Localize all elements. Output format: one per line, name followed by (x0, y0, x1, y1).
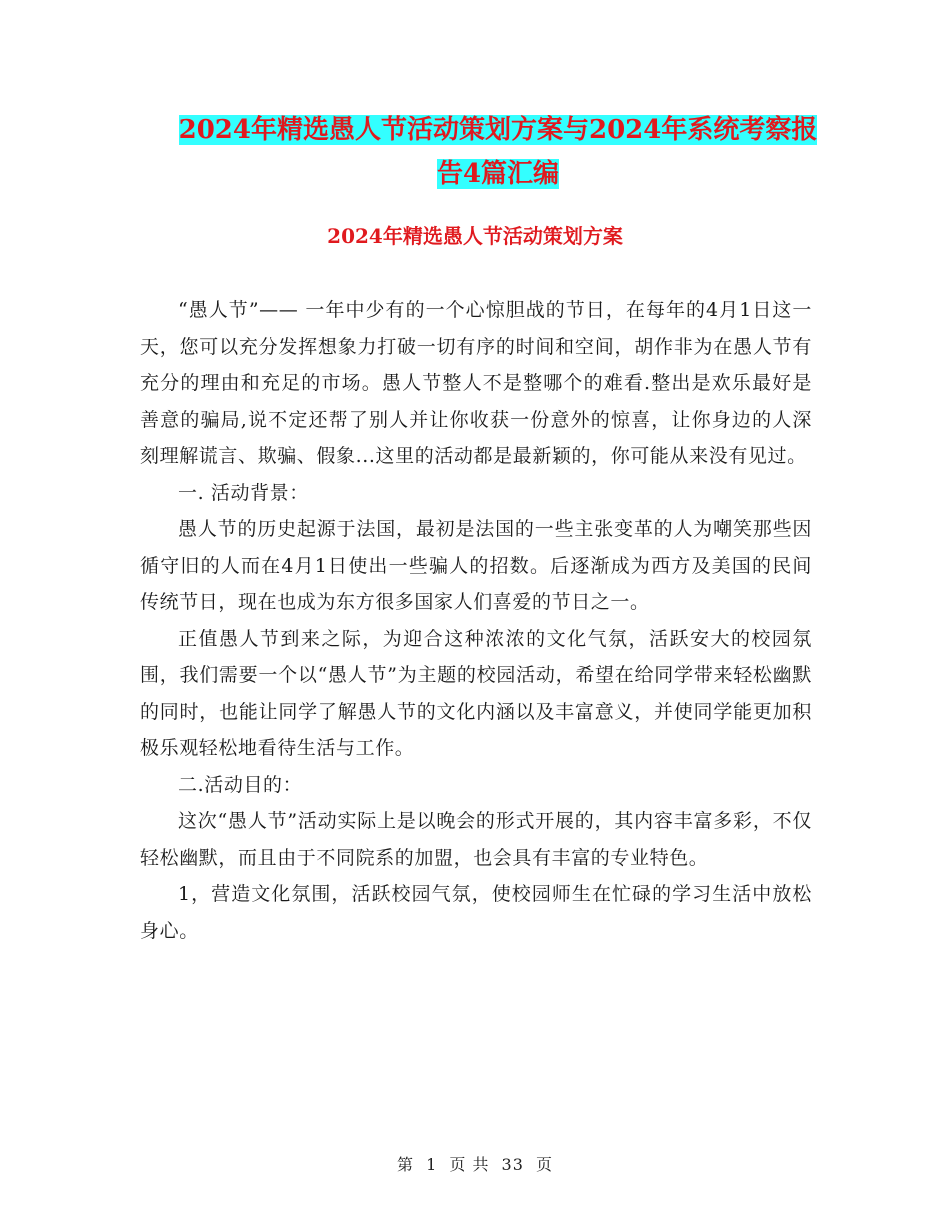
document-title-line-1: 2024年精选愚人节活动策划方案与2024年系统考察报 (178, 115, 818, 145)
footer-total-pages: 33 (501, 1155, 524, 1174)
document-body (140, 292, 812, 949)
document-title (140, 108, 856, 196)
section-title: 2024年精选愚人节活动策划方案 (327, 224, 623, 248)
paragraph-background-purpose: 正值愚人节到来之际，为迎合这种浓浓的文化气氛，活跃安大的校园氛围，我们需要一个以“愚人节”为主题的校园活动，希望在给同学带来轻松幽默的同时，也能让同学了解愚人节的文化内涵以及丰富意义，并使同学能更加积极乐观轻松地看待生活与工作。 (140, 627, 812, 759)
heading-background: 一. 活动背景： (178, 481, 309, 504)
paragraph-objective-1: 1，营造文化氛围，活跃校园气氛，使校园师生在忙碌的学习生活中放松身心。 (140, 883, 812, 942)
paragraph-objectives: 这次“愚人节”活动实际上是以晚会的形式开展的，其内容丰富多彩，不仅轻松幽默，而且由于不同院系的加盟，也会具有丰富的专业特色。 (140, 810, 812, 869)
footer-prefix: 第 (396, 1155, 414, 1174)
paragraph-intro: “愚人节”—— 一年中少有的一个心惊胆战的节日，在每年的4月1日这一天，您可以充分发挥想象力打破一切有序的时间和空间，胡作非为在愚人节有充分的理由和充足的市场。愚人节整人不是整哪个的难看.整出是欢乐最好是善意的骗局,说不定还帮了别人并让你收获一份意外的惊喜，让你身边的人深刻理解谎言、欺骗、假象...这里的活动都是最新颖的，你可能从来没有见过。 (140, 299, 812, 467)
document-title-line-2: 告4篇汇编 (436, 159, 560, 189)
footer-suffix: 页 (536, 1155, 554, 1174)
footer-middle: 页 共 (449, 1155, 490, 1174)
paragraph-background-history: 愚人节的历史起源于法国，最初是法国的一些主张变革的人为嘲笑那些因循守旧的人而在4月1日使出一些骗人的招数。后逐渐成为西方及美国的民间传统节日，现在也成为东方很多国家人们喜爱的节日之一。 (140, 518, 812, 613)
footer-page-number: 1 (426, 1155, 438, 1174)
page-footer (0, 1153, 950, 1177)
heading-objectives: 二.活动目的： (178, 773, 303, 796)
